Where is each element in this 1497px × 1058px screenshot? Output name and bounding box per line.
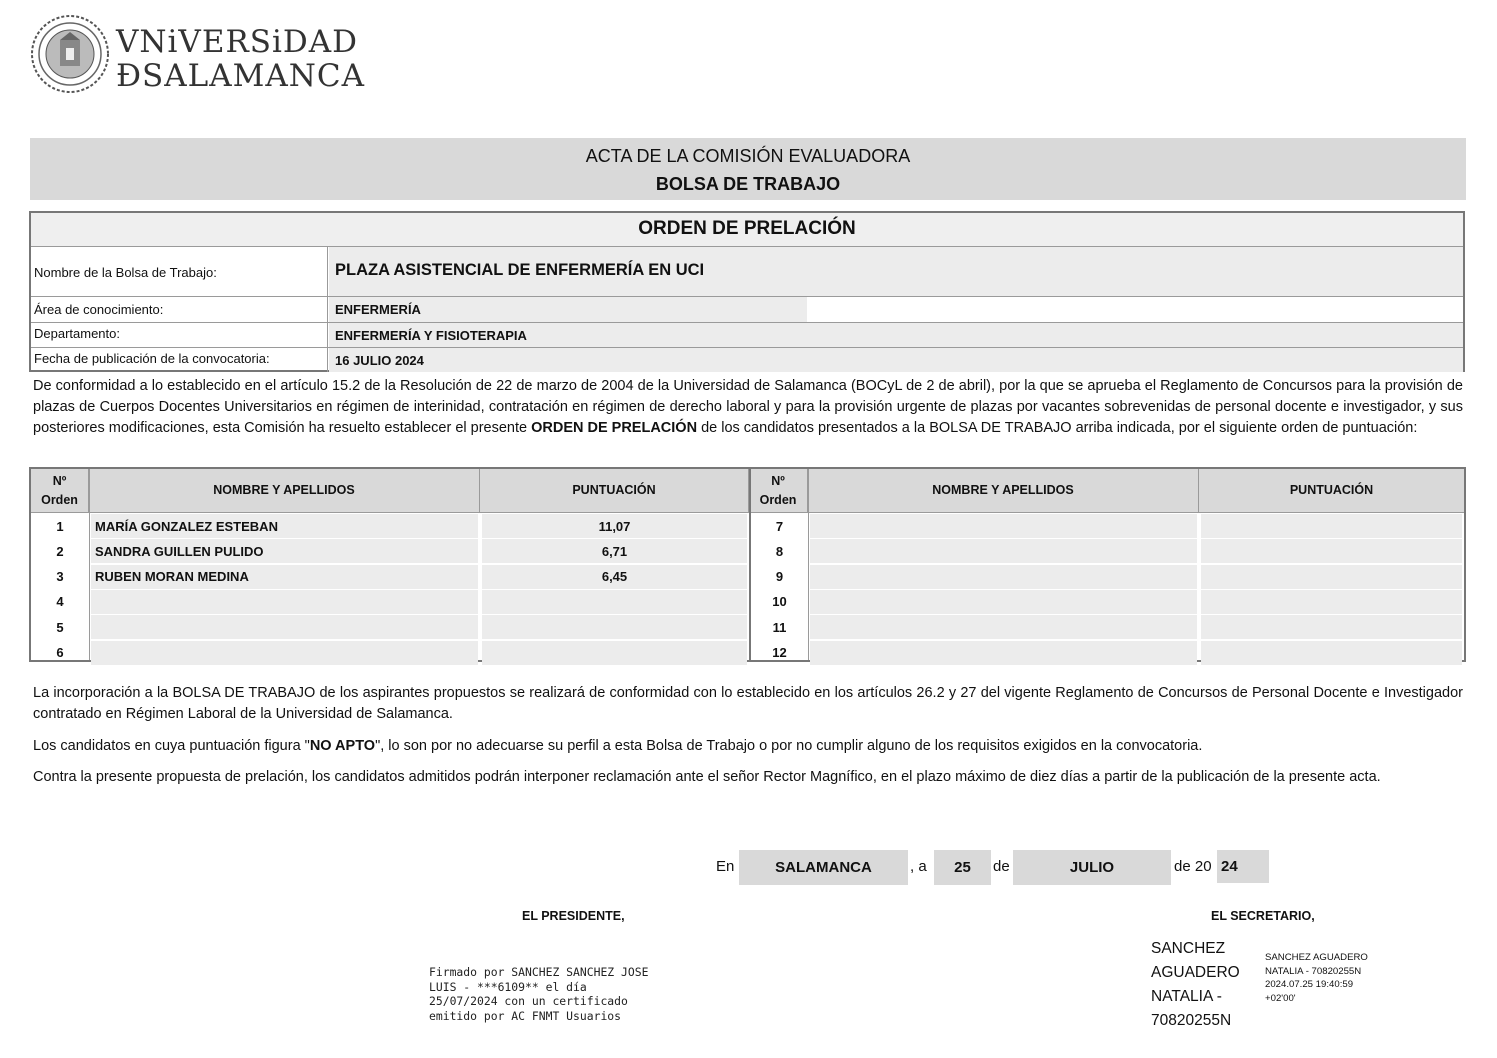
date-city: SALAMANCA xyxy=(739,850,908,885)
table-row-number-right: 9 xyxy=(775,569,784,585)
header-name-right: NOMBRE Y APELLIDOS xyxy=(808,469,1199,513)
intro-text-2: de los candidatos presentados a la BOLSA DE TRABAJO arriba indicada, por el siguiente orden de puntuación: xyxy=(697,420,1418,436)
table-row-number: 4 xyxy=(56,594,64,610)
table-row-name: MARÍA GONZALEZ ESTEBAN xyxy=(91,514,478,538)
results-table xyxy=(29,467,1466,662)
date-month: JULIO xyxy=(1013,850,1171,885)
table-row-name-right xyxy=(810,615,1197,639)
date-comma-a: , a xyxy=(910,858,927,875)
area-label: Área de conocimiento: xyxy=(34,302,164,317)
intro-paragraph xyxy=(33,376,1463,439)
date-de20: de 20 xyxy=(1174,858,1212,875)
president-role: EL PRESIDENTE, xyxy=(522,909,625,923)
document-title: ACTA DE LA COMISIÓN EVALUADORA xyxy=(585,146,911,166)
bolsa-value: PLAZA ASISTENCIAL DE ENFERMERÍA EN UCI xyxy=(335,261,705,279)
table-row-number: 3 xyxy=(56,569,64,585)
header-score-left: PUNTUACIÓN xyxy=(480,469,749,513)
table-row-name-right xyxy=(810,590,1197,614)
table-row-name xyxy=(91,590,478,614)
info-row-area xyxy=(31,297,1463,323)
date-en: En xyxy=(716,858,735,875)
table-row-name-right xyxy=(810,641,1197,665)
dept-value: ENFERMERÍA Y FISIOTERAPIA xyxy=(335,328,527,343)
note-paragraph-2: Los candidatos en cuya puntuación figura "NO APTO", lo son por no adecuarse su perfil a esta Bolsa de Trabajo o por no cumplir alguno de los requisitos exigidos en la convocatoria. xyxy=(33,738,1203,754)
header-score-right: PUNTUACIÓN xyxy=(1199,469,1464,513)
table-row-name-right xyxy=(810,539,1197,563)
table-row-number-right: 10 xyxy=(772,594,787,610)
table-row-score-right xyxy=(1201,615,1462,639)
header-num-left: Nº Orden xyxy=(31,469,89,513)
bolsa-label: Nombre de la Bolsa de Trabajo: xyxy=(34,265,217,280)
document-subtitle: BOLSA DE TRABAJO xyxy=(655,174,841,194)
table-row-name-right xyxy=(810,514,1197,538)
date-de: de xyxy=(993,858,1010,875)
note-paragraph-1: La incorporación a la BOLSA DE TRABAJO de los aspirantes propuestos se realizará de conformidad con lo establecido en los artículos 26.2 y 27 del vigente Reglamento de Concursos de Personal Docente e Investigador contratado en Régimen Laboral de la Universidad de Salamanca. xyxy=(33,685,1463,722)
note-paragraph-3: Contra la presente propuesta de prelación, los candidatos admitidos podrán interponer reclamación ante el señor Rector Magnífico, en el plazo máximo de diez días a partir de la publicación de la presente acta. xyxy=(33,769,1381,785)
secretary-signature-stamp: SANCHEZ AGUADERO NATALIA - 70820255N 2024.07.25 19:40:59 +02'00' xyxy=(1265,952,1368,1004)
table-row-number: 2 xyxy=(56,543,64,559)
table-row-score-right xyxy=(1201,565,1462,589)
university-seal-icon xyxy=(30,14,110,94)
table-row-score xyxy=(482,590,747,614)
secretary-role: EL SECRETARIO, xyxy=(1211,909,1315,923)
table-row-score: 6,45 xyxy=(482,565,747,589)
date-year: 24 xyxy=(1217,850,1269,883)
fecha-value: 16 JULIO 2024 xyxy=(335,353,424,368)
table-row-score-right xyxy=(1201,641,1462,665)
university-logo xyxy=(30,14,365,100)
table-row-score: 6,71 xyxy=(482,539,747,563)
table-row-number-right: 12 xyxy=(772,645,787,660)
table-row-number-right: 7 xyxy=(775,518,784,534)
table-row-score-right xyxy=(1201,539,1462,563)
secretary-signature-name: SANCHEZ AGUADERO NATALIA - 70820255N xyxy=(1151,940,1240,1029)
info-row-fecha xyxy=(31,348,1463,372)
header-num-right: Nº Orden xyxy=(749,469,808,513)
fecha-label: Fecha de publicación de la convocatoria: xyxy=(34,351,270,366)
table-row-number: 6 xyxy=(56,645,64,660)
intro-text-1: De conformidad a lo establecido en el artículo 15.2 de la Resolución de 22 de marzo de 2004 de la Universidad de Salamanca (BOCyL de 2 de abril), por la que se aprueba el Reglamento de Concursos para la provisión de plazas de Cuerpos Docentes Universitarios en régimen de interinidad, contratación en régimen de derecho laboral y para la provisión urgente de plazas por vacantes sobrevenidas de personal docente e investigador, y sus posteriores modificaciones, esta Comisión ha resuelto establecer el presente xyxy=(33,378,1463,436)
no-apto-label: NO APTO xyxy=(309,738,376,754)
table-row-name: SANDRA GUILLEN PULIDO xyxy=(91,539,478,563)
table-row-name: RUBEN MORAN MEDINA xyxy=(91,565,478,589)
table-row-score: 11,07 xyxy=(482,514,747,538)
info-heading: ORDEN DE PRELACIÓN xyxy=(638,218,856,239)
table-row-number-right: 8 xyxy=(775,543,784,559)
table-row-name-right xyxy=(810,565,1197,589)
table-row-score-right xyxy=(1201,590,1462,614)
info-row-dept xyxy=(31,323,1463,348)
logo-line-2: ÐSALAMANCA xyxy=(116,58,365,94)
info-heading-row xyxy=(31,213,1463,247)
header-band xyxy=(30,138,1466,200)
table-row-number-right: 11 xyxy=(772,619,787,635)
logo-line-1: VNiVERSiDAD xyxy=(116,24,359,60)
dept-label: Departamento: xyxy=(34,326,120,341)
table-row-score xyxy=(482,615,747,639)
intro-text-bold: ORDEN DE PRELACIÓN xyxy=(531,420,698,436)
info-row-bolsa xyxy=(31,247,1463,297)
table-row-name xyxy=(91,641,478,665)
info-table xyxy=(29,211,1465,372)
date-day: 25 xyxy=(934,850,991,885)
president-signature-stamp: Firmado por SANCHEZ SANCHEZ JOSE LUIS - ***6109** el día 25/07/2024 con un certificado emitido por AC FNMT Usuarios xyxy=(429,965,649,1023)
table-row-number: 5 xyxy=(56,619,64,635)
header-name-left: NOMBRE Y APELLIDOS xyxy=(89,469,480,513)
table-row-score xyxy=(482,641,747,665)
table-row-number: 1 xyxy=(56,518,64,534)
area-value: ENFERMERÍA xyxy=(335,302,421,317)
table-row-name xyxy=(91,615,478,639)
table-row-score-right xyxy=(1201,514,1462,538)
